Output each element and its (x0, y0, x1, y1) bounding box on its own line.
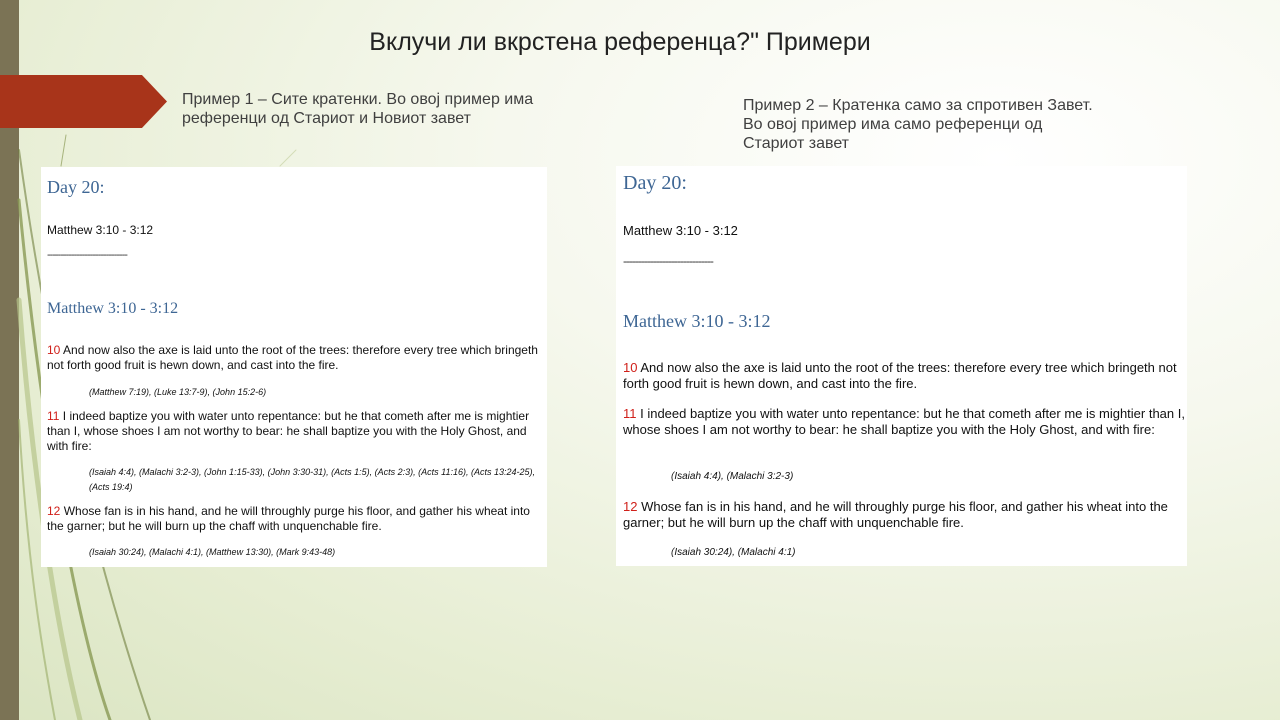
red-arrow-shape (0, 75, 167, 128)
example-2-panel (616, 166, 1187, 566)
day-heading: Day 20: (623, 172, 687, 194)
verse-text: I indeed baptize you with water unto repentance: but he that cometh after me is mightier than I, whose shoes I am not worthy to bear: he shall baptize you with the Holy Ghost, and with fire: (47, 409, 530, 453)
day-heading: Day 20: (47, 177, 105, 197)
verse-text: Whose fan is in his hand, and he will throughly purge his floor, and gather his wheat into the garner; but he will burn up the chaff with unquenchable fire. (623, 499, 1168, 530)
passage-reference: Matthew 3:10 - 3:12 (623, 223, 738, 238)
verse-10 (623, 360, 1187, 392)
cross-references: (Isaiah 4:4), (Malachi 3:2-3), (John 1:15-33), (John 3:30-31), (Acts 1:5), (Acts 2:3), (Acts 11:16), (Acts 13:24-25), (Acts 19:4) (89, 467, 536, 492)
cross-references: (Isaiah 30:24), (Malachi 4:1) (671, 547, 796, 558)
verse-12 (47, 504, 541, 534)
verse-12 (623, 499, 1187, 531)
example-1-caption: Пример 1 – Сите кратенки. Во овој пример има референци од Стариот и Новиот завет (182, 91, 534, 127)
verse-10 (47, 343, 541, 373)
verse-text: Whose fan is in his hand, and he will throughly purge his floor, and gather his wheat into the garner; but he will burn up the chaff with unquenchable fire. (47, 504, 530, 533)
verse-11 (47, 409, 541, 454)
verse-number: 12 (47, 504, 61, 518)
cross-references: (Isaiah 30:24), (Malachi 4:1), (Matthew 13:30), (Mark 9:43-48) (89, 547, 336, 557)
passage-heading: Matthew 3:10 - 3:12 (47, 300, 179, 317)
passage-reference: Matthew 3:10 - 3:12 (47, 223, 154, 237)
separator-line: ------------------------------ (47, 249, 127, 261)
cross-references: (Isaiah 4:4), (Malachi 3:2-3) (671, 471, 794, 482)
verse-number: 11 (623, 406, 637, 421)
verse-number: 11 (47, 409, 60, 423)
example-2-caption: Пример 2 – Кратенка само за спротивен Завет. Во овој пример има само референци од Стариот завет (743, 97, 1093, 152)
verse-text: I indeed baptize you with water unto repentance: but he that cometh after me is mightier than I, whose shoes I am not worthy to bear: he shall baptize you with the Holy Ghost, and with fire: (623, 406, 1185, 437)
separator-line: ------------------------------ (623, 254, 713, 268)
cross-references: (Matthew 7:19), (Luke 13:7-9), (John 15:2-6) (89, 387, 267, 397)
verse-number: 10 (623, 360, 638, 375)
passage-heading: Matthew 3:10 - 3:12 (623, 311, 771, 331)
verse-text: And now also the axe is laid unto the root of the trees: therefore every tree which bringeth not forth good fruit is hewn down, and cast into the fire. (47, 343, 538, 372)
verse-number: 10 (47, 343, 61, 357)
verse-text: And now also the axe is laid unto the root of the trees: therefore every tree which bringeth not forth good fruit is hewn down, and cast into the fire. (623, 360, 1177, 391)
example-1-panel (41, 167, 547, 567)
slide-title: Вклучи ли вкрстена референца?" Примери (369, 28, 871, 56)
verse-11 (623, 406, 1187, 438)
verse-number: 12 (623, 499, 638, 514)
